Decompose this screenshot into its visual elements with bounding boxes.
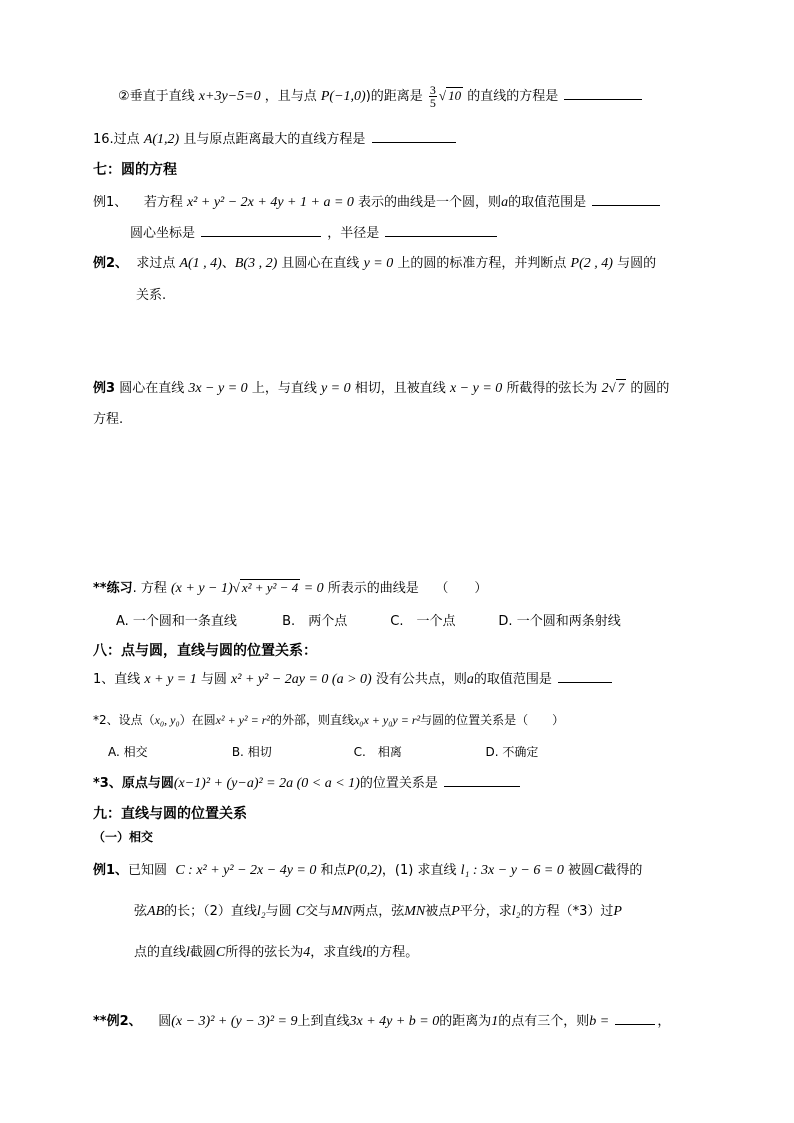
answer-blank[interactable]	[564, 86, 642, 100]
answer-blank[interactable]	[558, 669, 612, 683]
option-b[interactable]: B. 两个点	[282, 614, 348, 629]
math-expr: P(−1,0)	[320, 89, 366, 104]
fraction: $\frac{3}{5}$	[429, 83, 436, 110]
section-8-q3: *3、原点与圆(x−1)² + (y−a)² = 2a (0 < a < 1)的位置关系是	[93, 773, 522, 794]
option-d[interactable]: D. 一个圆和两条射线	[498, 614, 621, 629]
section-9-example-1-cont1: 弦AB的长；（2）直线l₂与圆 C交与MN两点，弦MN被点P平分，求l₂的方程（*3）过P	[134, 904, 622, 919]
example-1-cont: 圆心坐标是 ，半径是	[130, 223, 499, 244]
example-3: 例3 圆心在直线 3x − y = 0 上，与直线 y = 0 相切，且被直线 x − y = 0 所截得的弦长为 2√ 7 的圆的	[93, 380, 670, 396]
answer-blank[interactable]	[592, 192, 660, 206]
section-8-q1: 1、直线 x + y = 1 与圆 x² + y² − 2ay = 0 (a > 0) 没有公共点，则a的取值范围是	[93, 669, 614, 690]
answer-blank[interactable]	[372, 129, 456, 143]
section-9-example-2: **例2、 圆(x − 3)² + (y − 3)² = 9上到直线3x + 4y + b = 0的距离为1的点有三个，则b = ，	[93, 1011, 670, 1032]
math-expr: x+3y−5=0	[198, 89, 261, 104]
example-3-cont: 方程.	[93, 412, 124, 427]
answer-blank[interactable]	[385, 223, 497, 237]
answer-blank[interactable]	[201, 223, 321, 237]
section-9-heading: 九：直线与圆的位置关系	[93, 806, 247, 822]
section-9-example-1-cont2: 点的直线l截圆C所得的弦长为4，求直线l的方程。	[134, 945, 419, 960]
practice-options	[116, 612, 621, 632]
practice-problem: **练习. 方程 (x + y − 1)√ x² + y² − 4 = 0 所表示的曲线是 （ ）	[93, 580, 488, 596]
section-8-q2-options	[108, 742, 538, 762]
problem-16: 16.过点 A(1,2) 且与原点距离最大的直线方程是	[93, 129, 458, 150]
sqrt-expr: 10	[448, 88, 462, 103]
example-2: 例2、 求过点 A(1 , 4)、B(3 , 2) 且圆心在直线 y = 0 上的圆的标准方程，并判断点 P(2 , 4) 与圆的	[93, 256, 657, 271]
section-9-example-1: 例1、已知圆 C : x² + y² − 2x − 4y = 0 和点P(0,2)，(1) 求直线 l₁ : 3x − y − 6 = 0 被圆C截得的	[93, 863, 643, 878]
example-2-cont: 关系.	[136, 288, 167, 303]
option-d[interactable]: D. 不确定	[485, 745, 539, 759]
problem-15-part2: ②垂直于直线 x+3y−5=0 ，且与点 P(−1,0))的距离是 $\frac{3}{5}$ √ 10 的直线的方程是	[118, 84, 644, 109]
example-1: 例1、 若方程 x² + y² − 2x + 4y + 1 + a = 0 表示的曲线是一个圆，则a的取值范围是	[93, 192, 662, 213]
section-8-heading: 八：点与圆，直线与圆的位置关系：	[93, 643, 317, 659]
answer-paren[interactable]: （ ）	[435, 581, 488, 596]
answer-blank[interactable]	[615, 1011, 655, 1025]
sqrt-expr: x² + y² − 4	[241, 580, 299, 595]
section-7-heading: 七：圆的方程	[93, 162, 177, 178]
option-c[interactable]: C. 相离	[353, 745, 402, 759]
section-8-q2: *2、设点（x₀, y₀）在圆x² + y² = r²的外部，则直线x₀x + y₀y = r²与圆的位置关系是（ ）	[93, 713, 565, 727]
section-9-subheading: （一）相交	[93, 830, 154, 844]
sqrt-expr: 7	[617, 380, 625, 395]
option-a[interactable]: A. 一个圆和一条直线	[116, 614, 237, 629]
option-c[interactable]: C. 一个点	[390, 614, 456, 629]
option-a[interactable]: A. 相交	[108, 745, 148, 759]
option-b[interactable]: B. 相切	[231, 745, 272, 759]
answer-blank[interactable]	[444, 773, 520, 787]
